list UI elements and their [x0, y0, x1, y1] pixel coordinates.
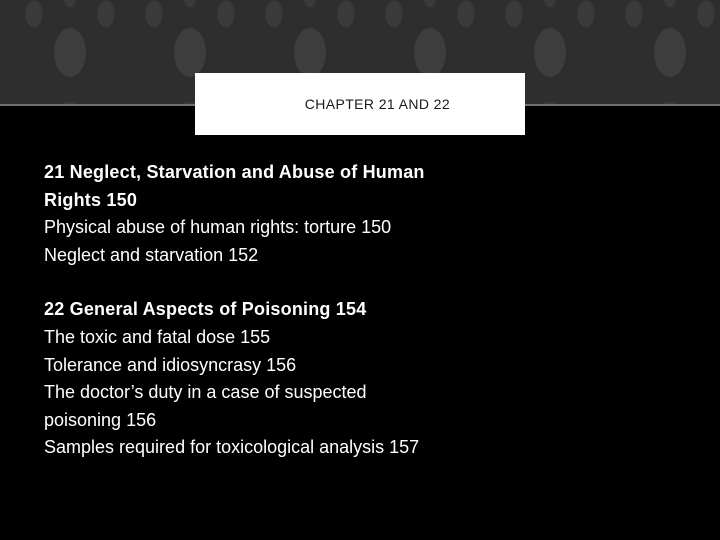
title-box	[195, 73, 525, 135]
section-22-item: Tolerance and idiosyncrasy 156	[44, 354, 297, 375]
section-spacer	[44, 269, 604, 296]
section-22-item: The toxic and fatal dose 155	[44, 326, 271, 347]
section-22-heading: 22 General Aspects of Poisoning 154	[44, 299, 367, 320]
section-22-item: poisoning 156	[44, 409, 157, 430]
slide-title: CHAPTER 21 AND 22	[304, 96, 450, 112]
section-22-item: Samples required for toxicological analysis 157	[44, 437, 420, 458]
section-21-heading-line1: 21 Neglect, Starvation and Abuse of Human	[44, 162, 425, 182]
section-21-heading-line2: Rights 150	[44, 189, 138, 210]
section-21-item: Physical abuse of human rights: torture 150	[44, 217, 392, 238]
section-22-item: The doctor’s duty in a case of suspected	[44, 382, 367, 403]
slide-content	[44, 159, 604, 462]
section-21-item: Neglect and starvation 152	[44, 244, 259, 265]
